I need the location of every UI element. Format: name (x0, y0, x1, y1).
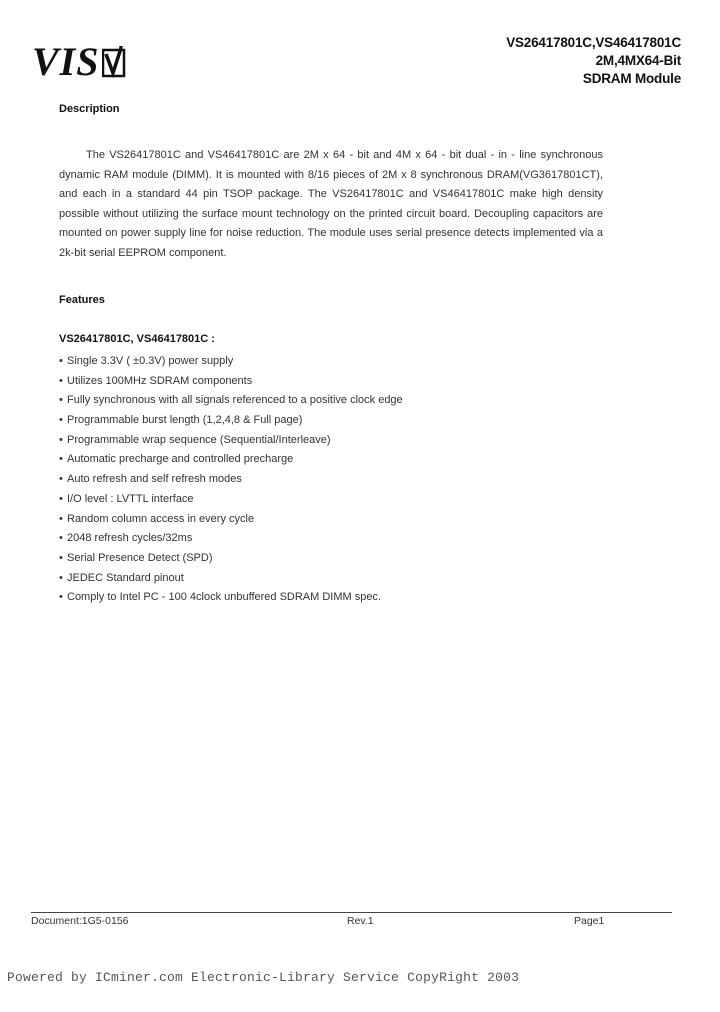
feature-text: I/O level : LVTTL interface (67, 492, 194, 505)
description-heading: Description (59, 103, 120, 115)
feature-item (59, 372, 403, 392)
feature-item (59, 529, 403, 549)
feature-item (59, 549, 403, 569)
feature-item (59, 569, 403, 589)
logo-v-mark-icon (102, 44, 126, 78)
feature-item (59, 431, 403, 451)
watermark-text: Powered by ICminer.com Electronic-Library Service CopyRight 2003 (7, 970, 520, 985)
footer-revision: Rev.1 (347, 915, 374, 927)
feature-item (59, 510, 403, 530)
bullet-icon: • (59, 492, 63, 505)
bullet-icon: • (59, 512, 63, 525)
module-type: SDRAM Module (582, 71, 681, 86)
feature-text: JEDEC Standard pinout (67, 571, 184, 584)
footer-document-number: Document:1G5-0156 (31, 915, 129, 927)
feature-item (59, 490, 403, 510)
bullet-icon: • (59, 414, 63, 427)
module-organization: 2M,4MX64-Bit (595, 53, 681, 68)
document-header (506, 34, 681, 88)
feature-item (59, 450, 403, 470)
bullet-icon: • (59, 532, 63, 545)
bullet-icon: • (59, 355, 63, 367)
feature-text: Automatic precharge and controlled precharge (67, 453, 294, 466)
bullet-icon: • (59, 433, 63, 446)
feature-text: Single 3.3V ( ±0.3V) power supply (67, 355, 234, 367)
bullet-icon: • (59, 374, 63, 387)
description-paragraph: The VS26417801C and VS46417801C are 2M x 64 - bit and 4M x 64 - bit dual - in - line synchronous dynamic RAM module (DIMM). It is mounted with 8/16 pieces of 2M x 8 synchronous DRAM(VG3617801CT), and each in a standard 44 pin TSOP package. The VS26417801C and VS46417801C make high density possible without utilizing the surface mount technology on the printed circuit board. Decoupling capacitors are mounted on power supply line for noise reduction. The module uses serial presence detects implemented via a 2k-bit serial EEPROM component. (59, 149, 603, 259)
feature-text: Comply to Intel PC - 100 4clock unbuffered SDRAM DIMM spec. (67, 591, 382, 604)
feature-item (59, 411, 403, 431)
feature-text: Auto refresh and self refresh modes (67, 473, 242, 486)
feature-text: Utilizes 100MHz SDRAM components (67, 374, 253, 387)
bullet-icon: • (59, 394, 63, 407)
bullet-icon: • (59, 571, 63, 584)
logo-text: VIS (32, 39, 100, 84)
features-subtitle: VS26417801C, VS46417801C : (59, 333, 215, 345)
feature-text: Fully synchronous with all signals referenced to a positive clock edge (67, 394, 403, 407)
bullet-icon: • (59, 551, 63, 564)
feature-text: Programmable wrap sequence (Sequential/Interleave) (67, 433, 331, 446)
feature-text: 2048 refresh cycles/32ms (67, 532, 193, 545)
feature-item (59, 391, 403, 411)
features-heading: Features (59, 294, 105, 306)
company-logo (32, 39, 126, 84)
feature-item (59, 470, 403, 490)
description-section (59, 146, 603, 264)
feature-text: Programmable burst length (1,2,4,8 & Full page) (67, 414, 303, 427)
bullet-icon: • (59, 473, 63, 486)
feature-text: Serial Presence Detect (SPD) (67, 551, 213, 564)
feature-item (59, 588, 403, 608)
part-numbers: VS26417801C,VS46417801C (506, 35, 681, 50)
footer-divider (31, 912, 672, 913)
feature-list (59, 352, 403, 608)
feature-item (59, 352, 403, 372)
bullet-icon: • (59, 591, 63, 604)
feature-text: Random column access in every cycle (67, 512, 255, 525)
bullet-icon: • (59, 453, 63, 466)
footer-page-number: Page1 (574, 915, 605, 927)
